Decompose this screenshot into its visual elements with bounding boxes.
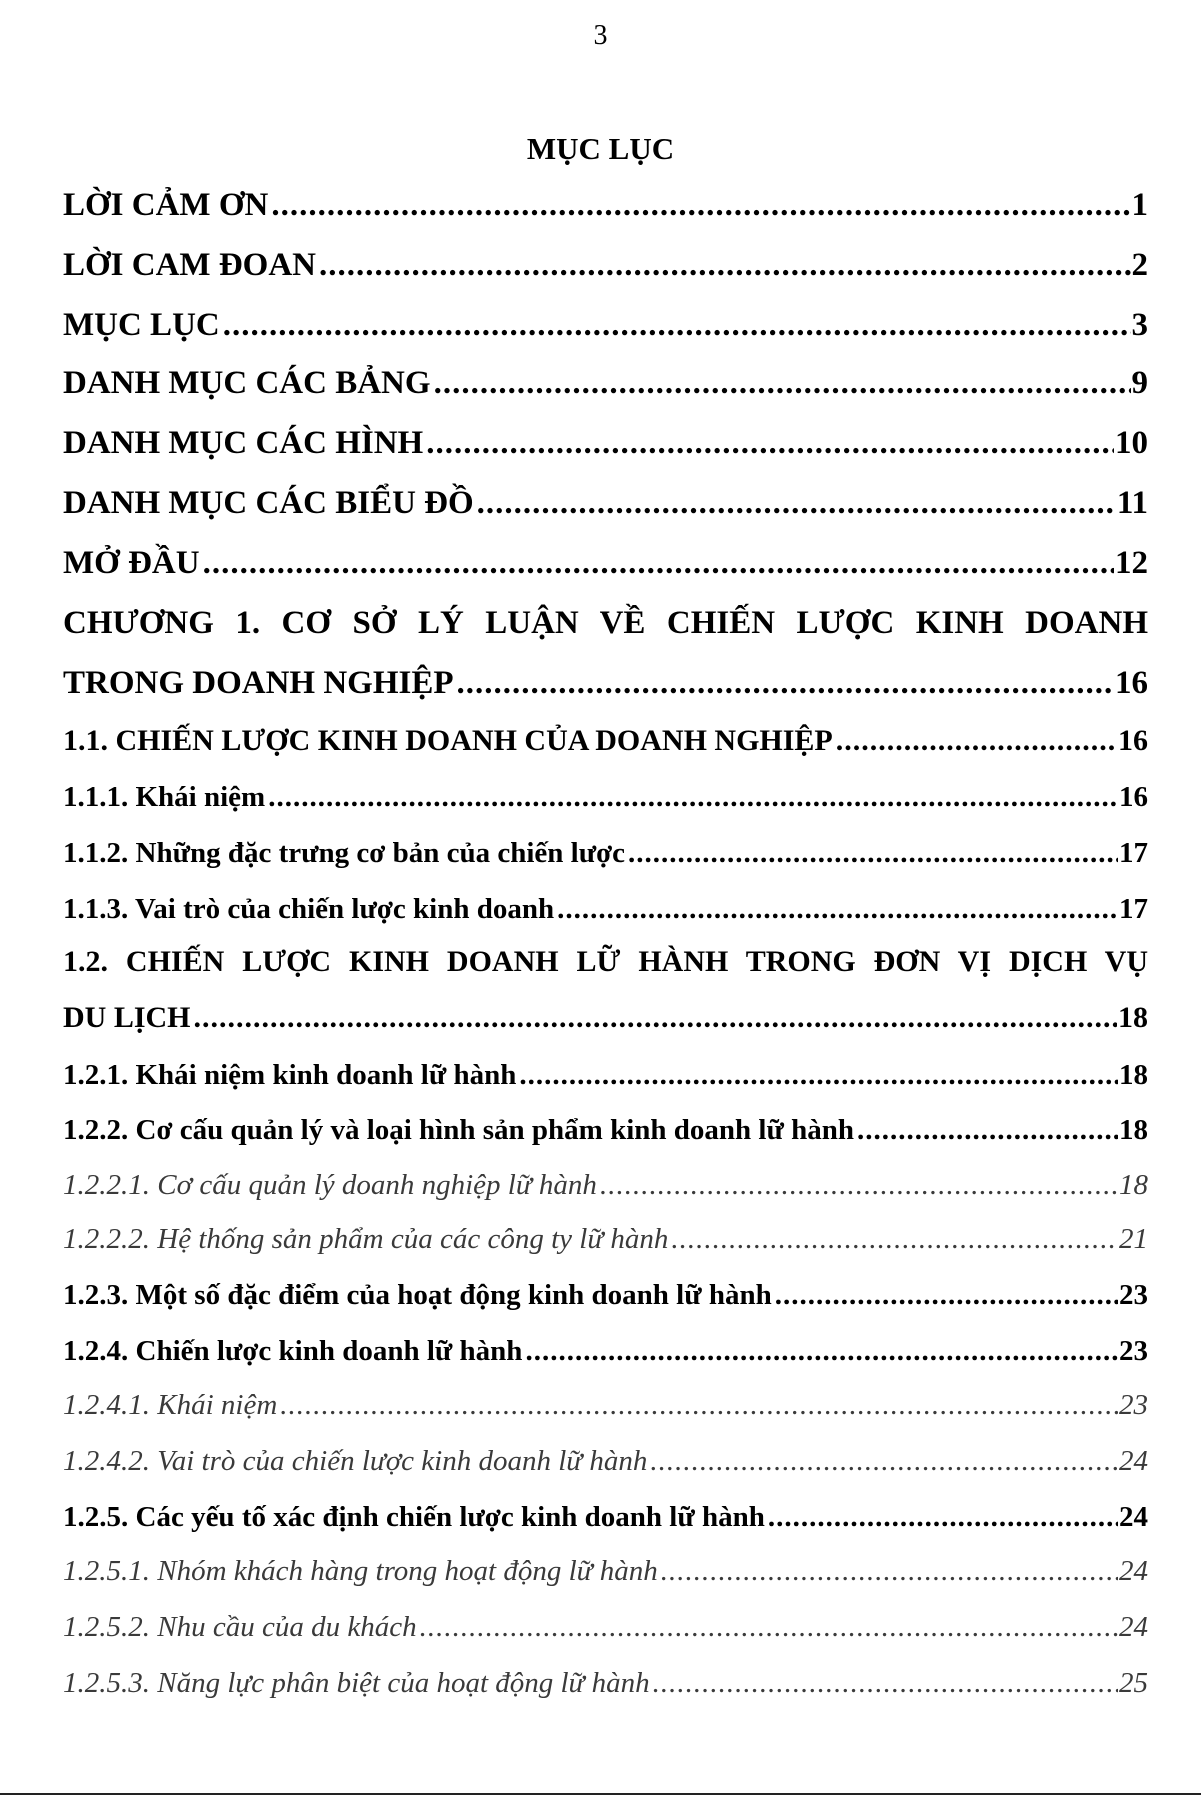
toc-entry[interactable] (63, 541, 1148, 585)
toc-entry-text: 1.2.1. Khái niệm kinh doanh lữ hành (63, 1059, 517, 1091)
toc-entry-page: 17 (1119, 893, 1148, 925)
toc-entry-text: 1.2.3. Một số đặc điểm của hoạt động kinh doanh lữ hành (63, 1279, 772, 1311)
toc-entry-text: 1.2.5.2. Nhu cầu của du khách (63, 1611, 417, 1643)
toc-entry[interactable] (63, 1383, 1148, 1427)
toc-entry-page: 18 (1119, 1114, 1148, 1146)
toc-entry-text: TRONG DOANH NGHIỆP (63, 665, 454, 701)
toc-entry-text: DU LỊCH (63, 1001, 191, 1034)
toc-entry[interactable] (63, 1549, 1148, 1593)
dot-leader (836, 719, 1117, 763)
dot-leader (628, 831, 1118, 875)
dot-leader (203, 541, 1114, 585)
toc-entry-text: 1.2.5.1. Nhóm khách hàng trong hoạt động lữ hành (63, 1555, 658, 1587)
toc-entry-page: 3 (1131, 307, 1148, 343)
toc-entry[interactable] (63, 183, 1148, 227)
toc-entry-text: DANH MỤC CÁC BẢNG (63, 365, 431, 401)
toc-entry[interactable] (63, 421, 1148, 465)
dot-leader (653, 1661, 1118, 1705)
toc-entry-page: 23 (1119, 1335, 1148, 1367)
toc-entry[interactable] (63, 719, 1148, 763)
toc-entry[interactable] (63, 1273, 1148, 1317)
toc-entry-text: 1.2.2.1. Cơ cấu quản lý doanh nghiệp lữ hành (63, 1169, 597, 1201)
toc-entry[interactable] (63, 1661, 1148, 1705)
toc-entry-text: 1.2.2.2. Hệ thống sản phẩm của các công ty lữ hành (63, 1223, 669, 1255)
toc-entry-text: 1.2.5. Các yếu tố xác định chiến lược kinh doanh lữ hành (63, 1501, 765, 1533)
toc-entry-page: 18 (1119, 1059, 1148, 1091)
toc-entry-page: 11 (1116, 485, 1148, 521)
toc-entry-page: 24 (1119, 1611, 1148, 1643)
toc-entry[interactable] (63, 1053, 1148, 1097)
toc-entry-page: 18 (1118, 1001, 1148, 1034)
toc-entry-page: 23 (1119, 1279, 1148, 1311)
toc-entry-page: 9 (1131, 365, 1148, 401)
toc-entry-text: MỤC LỤC (63, 307, 220, 343)
toc-entry-line1: 1.2. CHIẾN LƯỢC KINH DOANH LỮ HÀNH TRONG ĐƠN VỊ DỊCH VỤ (63, 945, 1148, 978)
toc-entry-page: 1 (1131, 187, 1148, 223)
toc-entry-line1: CHƯƠNG 1. CƠ SỞ LÝ LUẬN VỀ CHIẾN LƯỢC KINH DOANH (63, 605, 1148, 641)
toc-entry[interactable] (63, 775, 1148, 819)
toc-entry[interactable] (63, 1439, 1148, 1483)
toc-entry-page: 24 (1119, 1555, 1148, 1587)
toc-entry-text: LỜI CẢM ƠN (63, 187, 269, 223)
dot-leader (557, 887, 1118, 931)
toc-entry[interactable] (63, 1605, 1148, 1649)
dot-leader (420, 1605, 1118, 1649)
toc-entry-text: 1.2.5.3. Năng lực phân biệt của hoạt động lữ hành (63, 1667, 650, 1699)
toc-entry-page: 21 (1119, 1223, 1148, 1255)
toc-entry-page: 16 (1118, 724, 1148, 757)
toc-entry-text: 1.1.2. Những đặc trưng cơ bản của chiến lược (63, 837, 626, 869)
dot-leader (525, 1329, 1118, 1373)
dot-leader (271, 183, 1130, 227)
dot-leader (319, 243, 1131, 287)
dot-leader (650, 1439, 1118, 1483)
toc-entry-text: 1.2.4. Chiến lược kinh doanh lữ hành (63, 1335, 523, 1367)
toc-entry-text: MỞ ĐẦU (63, 545, 200, 581)
toc-entry-text: 1.1.3. Vai trò của chiến lược kinh doanh (63, 893, 555, 925)
dot-leader (768, 1495, 1118, 1539)
dot-leader (280, 1383, 1118, 1427)
toc-entry[interactable] (63, 481, 1148, 525)
dot-leader (194, 996, 1117, 1040)
toc-entry-text: 1.2.2. Cơ cấu quản lý và loại hình sản phẩm kinh doanh lữ hành (63, 1114, 855, 1146)
toc-entry[interactable] (63, 1108, 1148, 1152)
dot-leader (268, 775, 1118, 819)
toc-entry[interactable] (63, 1217, 1148, 1261)
toc-entry[interactable] (63, 243, 1148, 287)
toc-entry-page: 18 (1119, 1169, 1148, 1201)
toc-entry[interactable] (63, 1495, 1148, 1539)
toc-entry-text: DANH MỤC CÁC HÌNH (63, 425, 424, 461)
page-bottom-border (0, 1793, 1201, 1795)
toc-entry-text: 1.2.4.1. Khái niệm (63, 1389, 278, 1421)
toc-entry-page: 17 (1119, 837, 1148, 869)
dot-leader (661, 1549, 1118, 1593)
dot-leader (426, 421, 1114, 465)
dot-leader (519, 1053, 1118, 1097)
dot-leader (457, 661, 1114, 705)
dot-leader (477, 481, 1116, 525)
dot-leader (671, 1217, 1118, 1261)
dot-leader (434, 361, 1131, 405)
toc-entry[interactable] (63, 661, 1148, 705)
toc-entry[interactable] (63, 996, 1148, 1040)
toc-entry[interactable] (63, 831, 1148, 875)
toc-entry-page: 24 (1119, 1501, 1148, 1533)
toc-entry-page: 25 (1119, 1667, 1148, 1699)
toc-entry-text: LỜI CAM ĐOAN (63, 247, 316, 283)
toc-entry-text: DANH MỤC CÁC BIỂU ĐỒ (63, 485, 474, 521)
toc-title: MỤC LỤC (526, 131, 675, 166)
toc-entry[interactable] (63, 303, 1148, 347)
toc-entry-page: 16 (1115, 665, 1148, 701)
toc-entry-page: 24 (1119, 1445, 1148, 1477)
dot-leader (223, 303, 1131, 347)
toc-entry-page: 2 (1131, 247, 1148, 283)
dot-leader (775, 1273, 1118, 1317)
toc-entry-page: 12 (1115, 545, 1148, 581)
toc-entry-text: 1.2.4.2. Vai trò của chiến lược kinh doanh lữ hành (63, 1445, 648, 1477)
toc-entry[interactable] (63, 1329, 1148, 1373)
toc-entry-page: 16 (1119, 781, 1148, 813)
dot-leader (600, 1163, 1118, 1207)
toc-entry[interactable] (63, 361, 1148, 405)
toc-entry-page: 10 (1115, 425, 1148, 461)
dot-leader (857, 1108, 1118, 1152)
toc-entry[interactable] (63, 887, 1148, 931)
toc-entry[interactable] (63, 1163, 1148, 1207)
page-number: 3 (593, 20, 608, 51)
toc-entry-page: 23 (1119, 1389, 1148, 1421)
toc-entry-text: 1.1. CHIẾN LƯỢC KINH DOANH CỦA DOANH NGHIỆP (63, 724, 833, 757)
toc-entry-text: 1.1.1. Khái niệm (63, 781, 266, 813)
